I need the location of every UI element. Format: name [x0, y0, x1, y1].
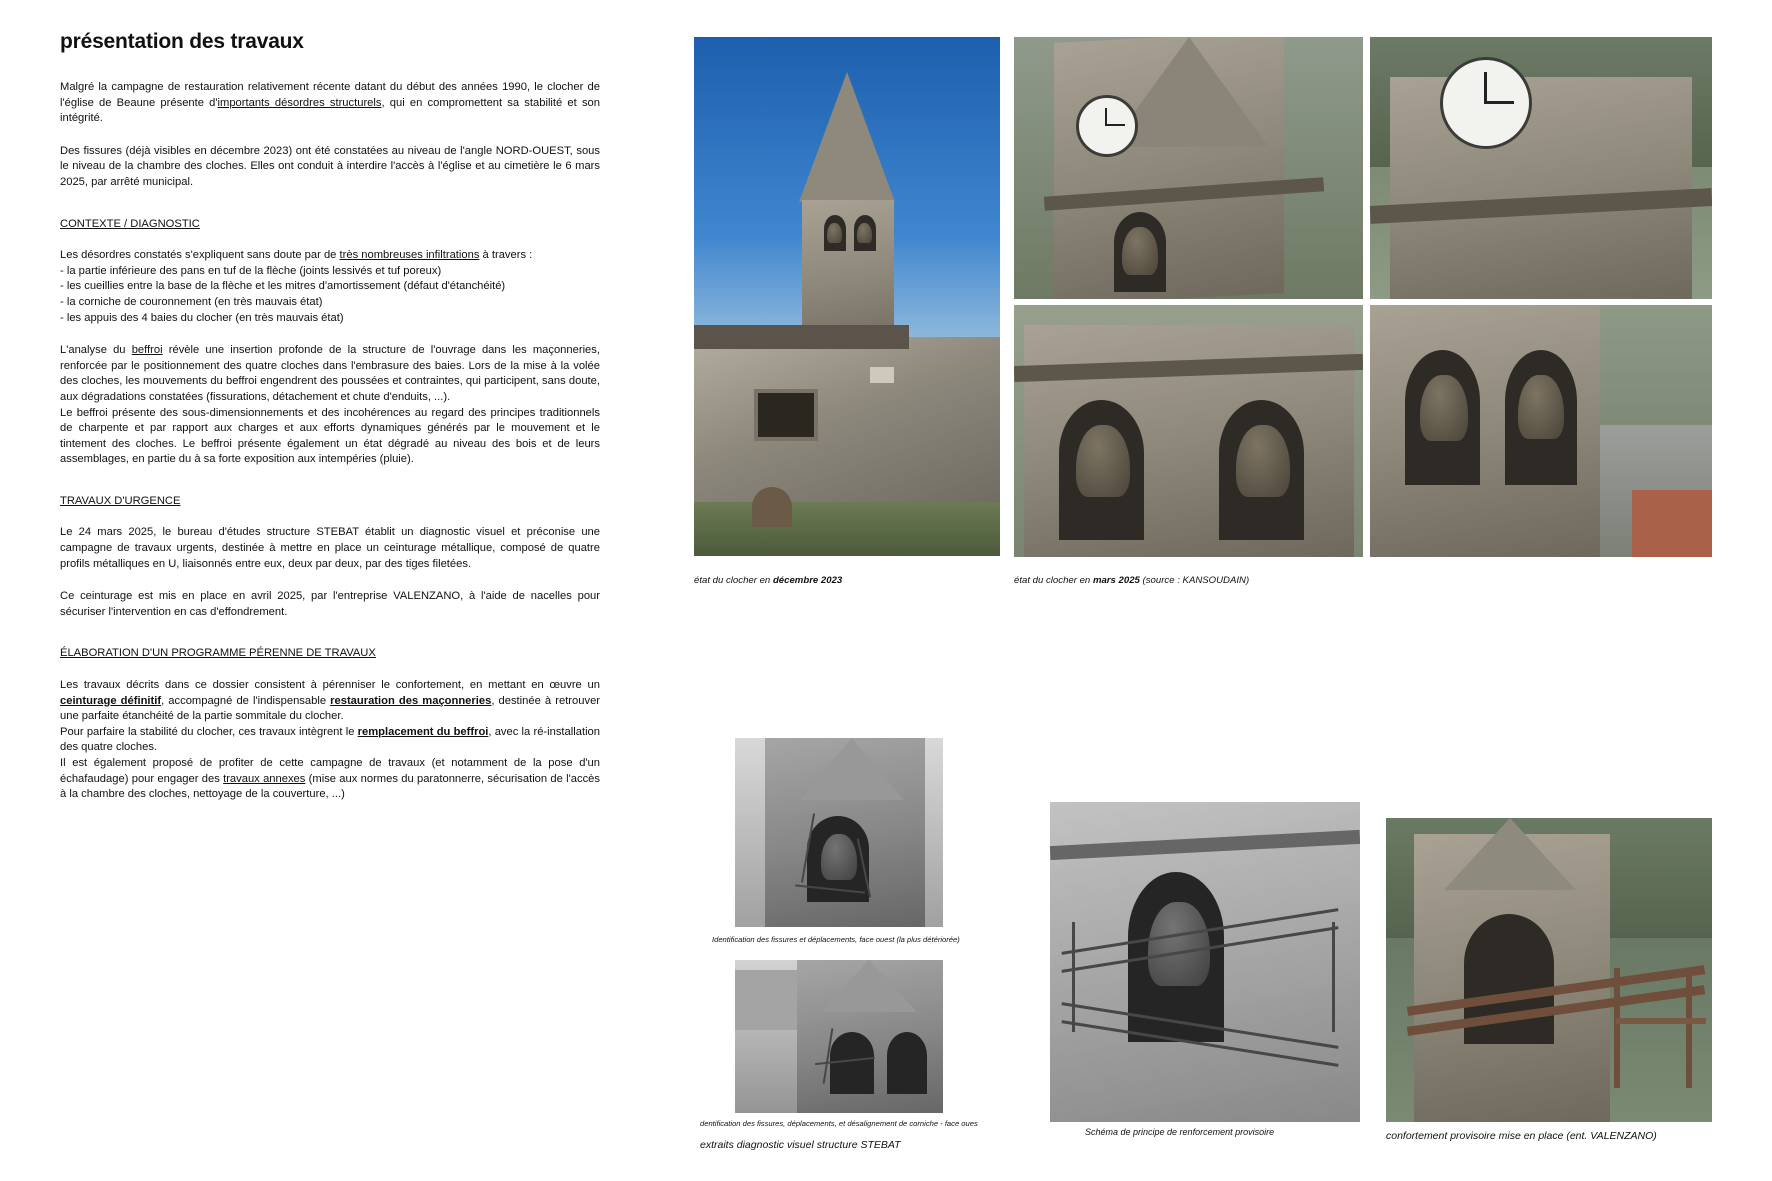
- programme-paragraph-1: Les travaux décrits dans ce dossier consistent à pérenniser le confortement, en mettant en œuvre un ceinturage définitif, accompagné de l'indispensable restauration des maçonneries, destinée à retrouver une parfaite étanchéité de la partie sommitale du clocher.: [60, 679, 601, 723]
- photo-clocher-mars-2025-4: [1370, 305, 1712, 557]
- programme-paragraph-2: Pour parfaire la stabilité du clocher, ces travaux intègrent le remplacement du beffroi, avec la ré-installation des quatre cloches.: [60, 725, 600, 754]
- section-heading-urgence: TRAVAUX D'URGENCE: [60, 494, 181, 507]
- photo-diagnostic-face-ouest-1: [735, 738, 943, 927]
- clock-face-icon: [1440, 57, 1532, 149]
- caption-diagnostic-face-ouest-1: Identification des fissures et déplacements, face ouest (la plus détériorée): [712, 935, 960, 944]
- list-item: - les appuis des 4 baies du clocher (en très mauvais état): [60, 311, 344, 324]
- urgence-paragraph-2: Ce ceinturage est mis en place en avril 2025, par l'entreprise VALENZANO, à l'aide de nacelles pour sécuriser l'intervention en cas d'effondrement.: [60, 590, 600, 618]
- clock-face-icon: [1076, 95, 1138, 157]
- contexte-body: L'analyse du beffroi révèle une insertion profonde de la structure de l'ouvrage dans les maçonneries, renforcée par le positionnement des quatre cloches dans l'embrasure des baies. Lors de la mise à la volée des cloches, les mouvements du beffroi engendrent des poussées et contraintes, qui participent, sans doute, aux dégradations constatées (fissurations, détachement et chute d'enduits, ...). Le beffroi présente des sous-dimensionnements et des incohérences au regard des principes traditionnels de charpente et par rapport aux charges et aux efforts dynamiques générés par le mouvement et le tintement des cloches. Le beffroi présente également un état dégradé au niveau des bois et de leurs assemblages, en partie du à sa forte exposition aux intempéries (pluie).: [60, 344, 600, 466]
- text-column: [60, 30, 600, 820]
- page-title: présentation des travaux: [60, 30, 304, 53]
- caption-photo-decembre-2023: état du clocher en décembre 2023: [694, 575, 843, 586]
- intro-paragraph-1: Malgré la campagne de restauration relativement récente datant du début des années 1990, le clocher de l'église de Beaune présente d'importants désordres structurels, qui en compromettent sa stabilité et son intégrité.: [60, 81, 600, 125]
- programme-paragraph-3: Il est également proposé de profiter de cette campagne de travaux (et notamment de la pose d'un échafaudage) pour engager des travaux annexes (mise aux normes du paratonnerre, sécurisation de l'accès à la chambre des cloches, nettoyage de la couverture, ...): [60, 757, 600, 801]
- contexte-bullets: [60, 264, 600, 326]
- contexte-intro: Les désordres constatés s'expliquent sans doute par de très nombreuses infiltrations à travers :: [60, 249, 533, 262]
- photo-confortement-provisoire: [1386, 818, 1712, 1122]
- section-heading-contexte: CONTEXTE / DIAGNOSTIC: [60, 217, 200, 230]
- list-item: - les cueillies entre la base de la flèche et les mitres d'amortissement (défaut d'étanchéité): [60, 280, 506, 293]
- caption-diagnostic-group: extraits diagnostic visuel structure STEBAT: [700, 1139, 901, 1151]
- section-heading-programme: ÉLABORATION D'UN PROGRAMME PÉRENNE DE TRAVAUX: [60, 647, 376, 660]
- photo-diagnostic-face-ouest-2: [735, 960, 943, 1113]
- caption-photo-mars-2025: état du clocher en mars 2025 (source : KANSOUDAIN): [1014, 575, 1250, 586]
- photo-clocher-mars-2025-2: [1370, 37, 1712, 299]
- caption-diagnostic-face-ouest-2: dentification des fissures, déplacements, et désalignement de corniche - face oues: [700, 1119, 978, 1128]
- urgence-paragraph-1: Le 24 mars 2025, le bureau d'études structure STEBAT établit un diagnostic visuel et préconise une campagne de travaux urgents, destinée à mettre en place un ceinturage métallique, composé de quatre profils métalliques en U, liaisonnés entre eux, deux par deux, par des tiges filetées.: [60, 526, 600, 570]
- caption-confortement: confortement provisoire mise en place (ent. VALENZANO): [1386, 1130, 1657, 1142]
- photo-clocher-mars-2025-3: [1014, 305, 1363, 557]
- intro-paragraph-2: Des fissures (déjà visibles en décembre 2023) ont été constatées au niveau de l'angle NORD-OUEST, sous le niveau de la chambre des cloches. Elles ont conduit à interdire l'accès à l'église et au cimetière le 6 mars 2025, par arrêté municipal.: [60, 144, 600, 188]
- photo-schema-renforcement-provisoire: [1050, 802, 1360, 1122]
- list-item: - la corniche de couronnement (en très mauvais état): [60, 295, 323, 308]
- caption-schema: Schéma de principe de renforcement provisoire: [1085, 1127, 1275, 1137]
- list-item: - la partie inférieure des pans en tuf de la flèche (joints lessivés et tuf poreux): [60, 264, 442, 277]
- photo-clocher-mars-2025-1: [1014, 37, 1363, 299]
- photo-clocher-decembre-2023: [694, 37, 1000, 556]
